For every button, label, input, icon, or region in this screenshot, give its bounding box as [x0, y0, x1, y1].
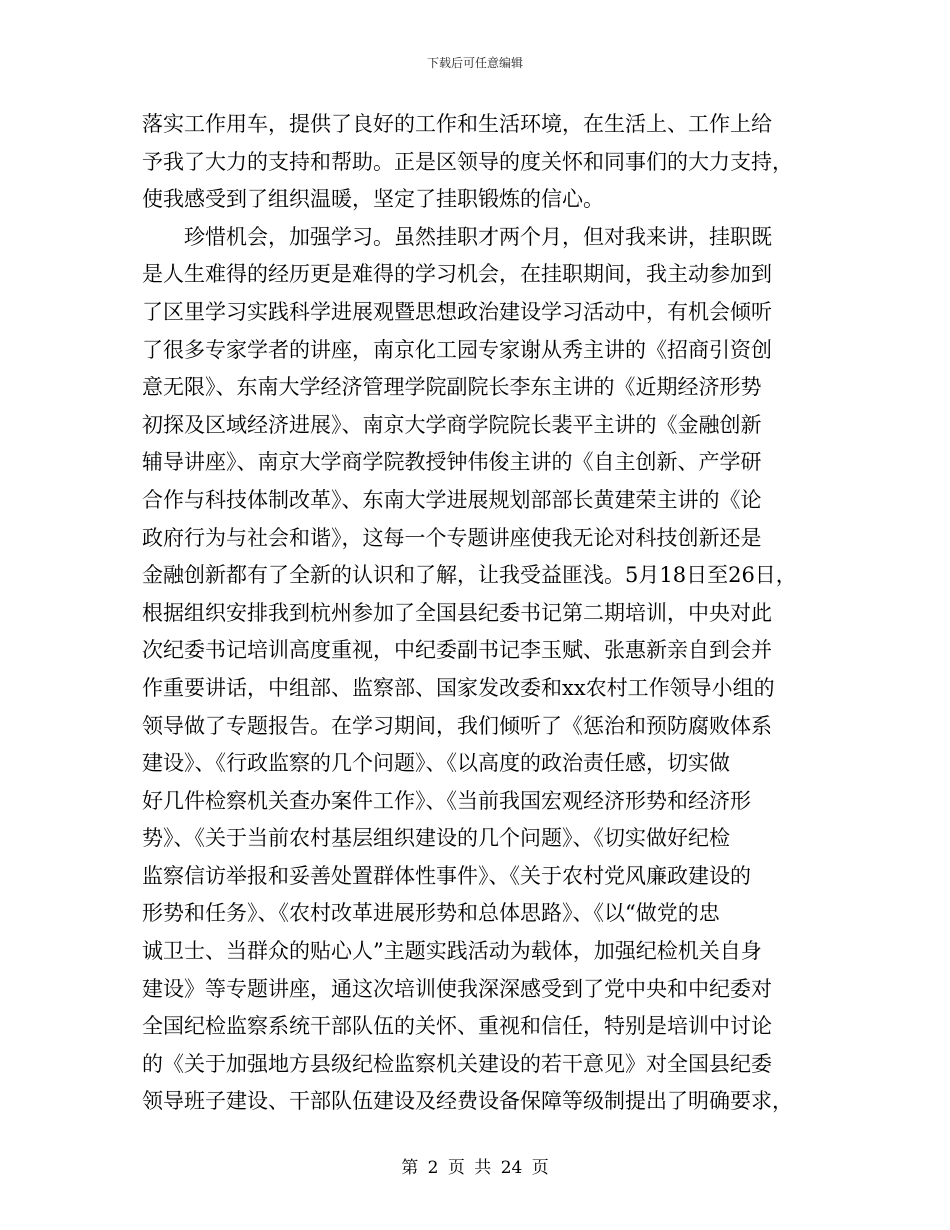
text-line: 落实工作用车，提供了良好的工作和生活环境，在生活上、工作上给	[142, 112, 772, 136]
text-line: 好几件检察机关查办案件工作》、《当前我国宏观经济形势和经济形	[142, 788, 751, 813]
text-line: 诚卫士、当群众的贴心人”主题实践活动为载体，加强纪检机关自身	[142, 939, 762, 964]
text-line: 领导班子建设、干部队伍建设及经费设备保障等级制提出了明确要求，	[142, 1089, 793, 1114]
text-line: 辅导讲座》、南京大学商学院教授钟伟俊主讲的《自主创新、产学研	[142, 450, 762, 475]
text-line: 领导做了专题报告。在学习期间，我们倾听了《惩治和预防腐败体系	[142, 713, 772, 738]
text-line: 合作与科技体制改革》、东南大学进展规划部部长黄建荣主讲的《论	[142, 487, 762, 512]
text-line: 使我感受到了组织温暖，坚定了挂职锻炼的信心。	[142, 187, 604, 212]
text-line: 监察信访举报和妥善处置群体性事件》、《关于农村党风廉政建设的	[142, 863, 751, 888]
text-line: 了很多专家学者的讲座，南京化工园专家谢从秀主讲的《招商引资创	[142, 337, 772, 362]
text-line: 作重要讲话，中组部、监察部、国家发改委和xx农村工作领导小组的	[142, 675, 775, 700]
text-line: 建设》、《行政监察的几个问题》、《以高度的政治责任感，切实做	[142, 751, 730, 776]
text-line: 意无限》、东南大学经济管理学院副院长李东主讲的《近期经济形势	[142, 375, 762, 400]
text-line: 势》、《关于当前农村基层组织建设的几个问题》、《切实做好纪检	[142, 826, 730, 851]
text-line: 根据组织安排我到杭州参加了全国县纪委书记第二期培训，中央对此	[142, 600, 772, 625]
text-line: 初探及区域经济进展》、南京大学商学院院长裴平主讲的《金融创新	[142, 412, 762, 437]
page-number-footer: 第 2 页 共 24 页	[401, 1158, 549, 1178]
text-line: 的《关于加强地方县级纪检监察机关建设的若干意见》对全国县纪委	[142, 1051, 772, 1076]
text-line: 珍惜机会，加强学习。虽然挂职才两个月，但对我来讲，挂职既	[142, 224, 772, 249]
text-line: 予我了大力的支持和帮助。正是区领导的度关怀和同事们的大力支持，	[142, 149, 793, 174]
text-line: 金融创新都有了全新的认识和了解，让我受益匪浅。5月18日至26日，	[142, 563, 797, 588]
text-line: 全国纪检监察系统干部队伍的关怀、重视和信任，特别是培训中讨论	[142, 1014, 772, 1039]
page-header: 下载后可任意编辑	[426, 56, 523, 70]
text-line: 了区里学习实践科学进展观暨思想政治建设学习活动中，有机会倾听	[142, 299, 772, 324]
text-line: 是人生难得的经历更是难得的学习机会，在挂职期间，我主动参加到	[142, 262, 772, 287]
text-line: 政府行为与社会和谐》，这每一个专题讲座使我无论对科技创新还是	[142, 525, 762, 550]
text-line: 形势和任务》、《农村改革进展形势和总体思路》、《以“做党的忠	[142, 901, 720, 926]
text-line: 次纪委书记培训高度重视，中纪委副书记李玉赋、张惠新亲自到会并	[142, 638, 772, 663]
text-line: 建设》等专题讲座，通这次培训使我深深感受到了党中央和中纪委对	[142, 976, 772, 1001]
document-body	[142, 106, 822, 1121]
